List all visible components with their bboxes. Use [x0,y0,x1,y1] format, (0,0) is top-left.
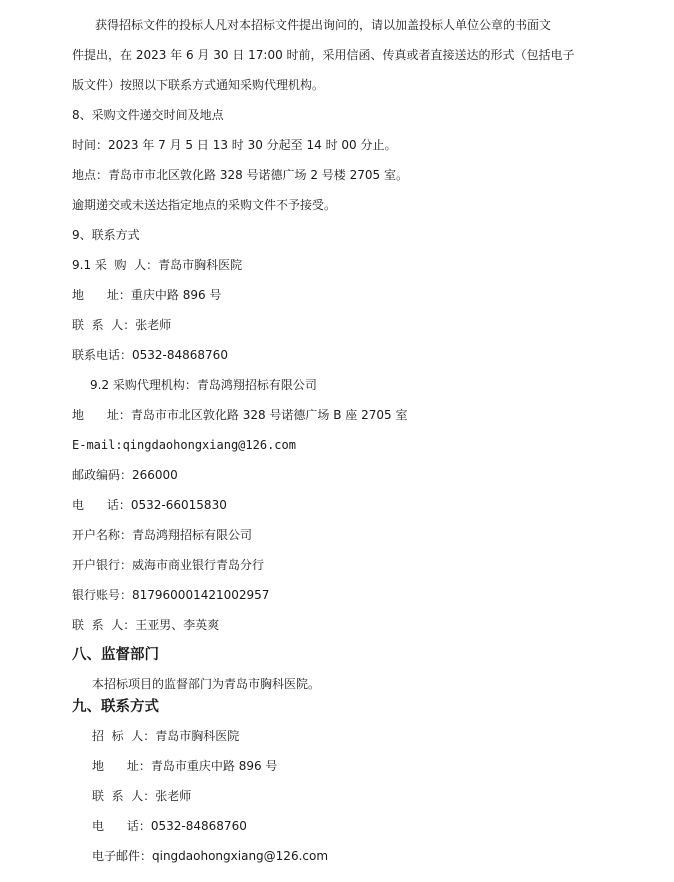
tenderer-address: 地 址：青岛市重庆中路 896 号 [92,759,278,773]
submission-time: 时间：2023 年 7 月 5 日 13 时 30 分起至 14 时 00 分止。 [72,138,397,152]
paragraph-inquiry-line-3: 版文件）按照以下联系方式通知采购代理机构。 [72,78,325,92]
purchaser-contact: 联 系 人：张老师 [72,318,172,332]
agency-account-name: 开户名称：青岛鸿翔招标有限公司 [72,528,253,542]
agency-contact: 联 系 人：王亚男、李英爽 [72,618,220,632]
item-9-title: 9、联系方式 [72,228,140,242]
section-8-text: 本招标项目的监督部门为青岛市胸科医院。 [92,677,321,691]
section-9-heading: 九、联系方式 [72,699,159,715]
section-8-heading: 八、监督部门 [72,647,159,663]
tenderer-phone: 电 话：0532-84868760 [92,819,247,833]
agency-phone: 电 话：0532-66015830 [72,498,227,512]
item-8-title: 8、采购文件递交时间及地点 [72,108,224,122]
paragraph-inquiry-line-2: 件提出，在 2023 年 6 月 30 日 17:00 时前，采用信函、传真或者直接送达的形式（包括电子 [72,48,575,62]
agency-email: E-mail:qingdaohongxiang@126.com [72,438,296,452]
tenderer-contact: 联 系 人：张老师 [92,789,192,803]
purchaser-address: 地 址：重庆中路 896 号 [72,288,222,302]
tenderer-name: 招 标 人：青岛市胸科医院 [92,729,240,743]
agency-name: 9.2 采购代理机构：青岛鸿翔招标有限公司 [90,378,317,392]
submission-place: 地点：青岛市市北区敦化路 328 号诺德广场 2 号楼 2705 室。 [72,168,408,182]
paragraph-inquiry-line-1: 获得招标文件的投标人凡对本招标文件提出询问的，请以加盖投标人单位公章的书面文 [95,18,552,32]
purchaser-name: 9.1 采 购 人：青岛市胸科医院 [72,258,243,272]
agency-bank: 开户银行：威海市商业银行青岛分行 [72,558,265,572]
tenderer-email: 电子邮件：qingdaohongxiang@126.com [92,849,329,863]
agency-account-number: 银行账号：817960001421002957 [72,588,270,602]
purchaser-phone: 联系电话：0532-84868760 [72,348,228,362]
agency-address: 地 址：青岛市市北区敦化路 328 号诺德广场 B 座 2705 室 [72,408,408,422]
late-submission-note: 逾期递交或未送达指定地点的采购文件不予接受。 [72,198,337,212]
agency-postcode: 邮政编码：266000 [72,468,178,482]
